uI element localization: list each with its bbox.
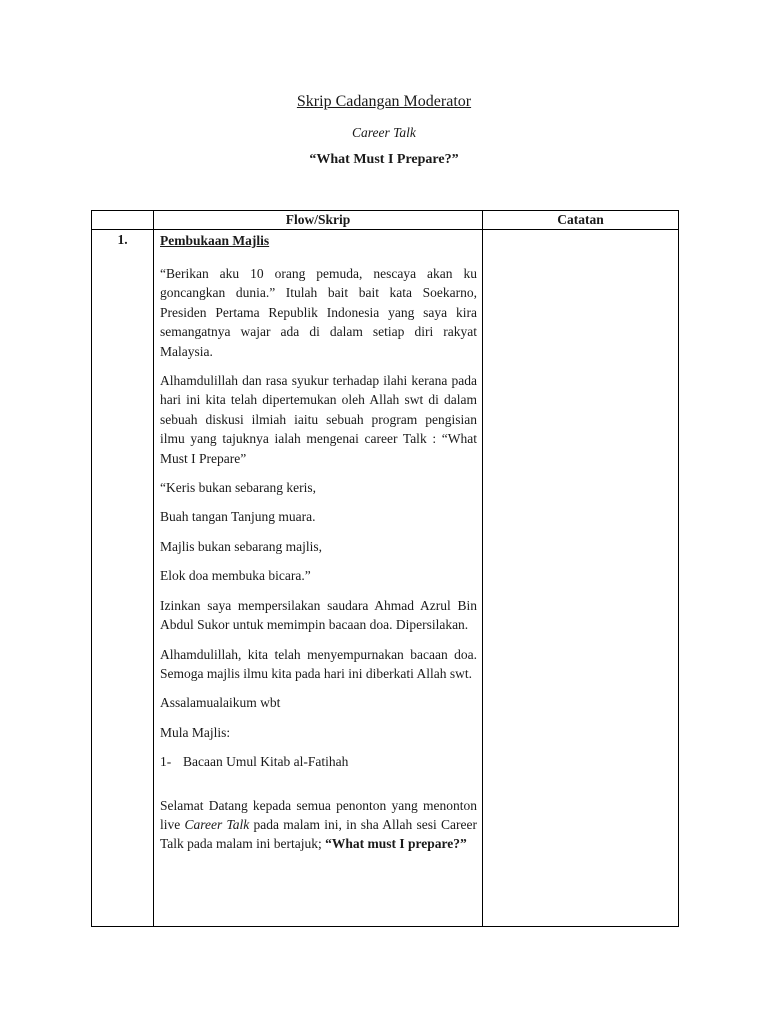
- table-row: [92, 230, 679, 927]
- welcome-topic: “What must I prepare?”: [325, 836, 467, 852]
- paragraph-start: Mula Majlis:: [160, 724, 231, 740]
- list-item: [160, 752, 477, 771]
- paragraph-quote: “Berikan aku 10 orang pemuda, nescaya akan ku goncangkan dunia.” Itulah bait bait kata Soekarno, Presiden Pertama Republik Indonesia yang saya kira semangatnya wajar ada di dalam setiap diri rakyat Malaysia.: [160, 266, 477, 359]
- paragraph-doa-done: Alhamdulillah, kita telah menyempurnakan bacaan doa. Semoga majlis ilmu kita pada hari ini diberkati Allah swt.: [160, 646, 477, 681]
- paragraph-gratitude: Alhamdulillah dan rasa syukur terhadap ilahi kerana pada hari ini kita telah dipertemukan oleh Allah swt di dalam sebuah diskusi ilmiah iaitu sebuah program pengisian ilmu yang tajuknya ialah mengenai career Talk : “What Must I Prepare”: [160, 373, 477, 466]
- column-header-notes: Catatan: [483, 211, 679, 230]
- paragraph-doa-invite: Izinkan saya mempersilakan saudara Ahmad Azrul Bin Abdul Sukor untuk memimpin bacaan doa. Dipersilakan.: [160, 597, 477, 633]
- paragraph-greeting: Assalamualaikum wbt: [160, 695, 281, 711]
- welcome-text-1: Selamat Datang kepada semua penonton yang menonton live: [160, 797, 477, 832]
- row-number: 1.: [92, 230, 154, 927]
- column-header-number: [92, 211, 154, 230]
- document-topic: “What Must I Prepare?”: [309, 152, 459, 167]
- table-header-row: [92, 211, 679, 230]
- section-title: Pembukaan Majlis: [160, 233, 270, 248]
- list-item-number: 1-: [160, 754, 172, 770]
- document-subtitle: Career Talk: [352, 125, 416, 140]
- welcome-text-2: pada malam ini, in sha Allah sesi Career Talk pada malam ini bertajuk;: [160, 816, 477, 852]
- pantun-line-3: Majlis bukan sebarang majlis,: [160, 538, 322, 554]
- pantun-line-4: Elok doa membuka bicara.”: [160, 568, 311, 584]
- script-table: [91, 210, 679, 927]
- notes-cell: [483, 230, 679, 927]
- pantun-line-1: “Keris bukan sebarang keris,: [160, 480, 316, 496]
- flow-cell: [154, 230, 483, 927]
- column-header-flow: Flow/Skrip: [154, 211, 483, 230]
- pantun-line-2: Buah tangan Tanjung muara.: [160, 509, 316, 525]
- list-item-text: Bacaan Umul Kitab al-Fatihah: [183, 754, 349, 770]
- welcome-italic: Career Talk: [184, 816, 250, 832]
- paragraph-welcome: [160, 796, 477, 854]
- document-title: Skrip Cadangan Moderator: [296, 93, 472, 110]
